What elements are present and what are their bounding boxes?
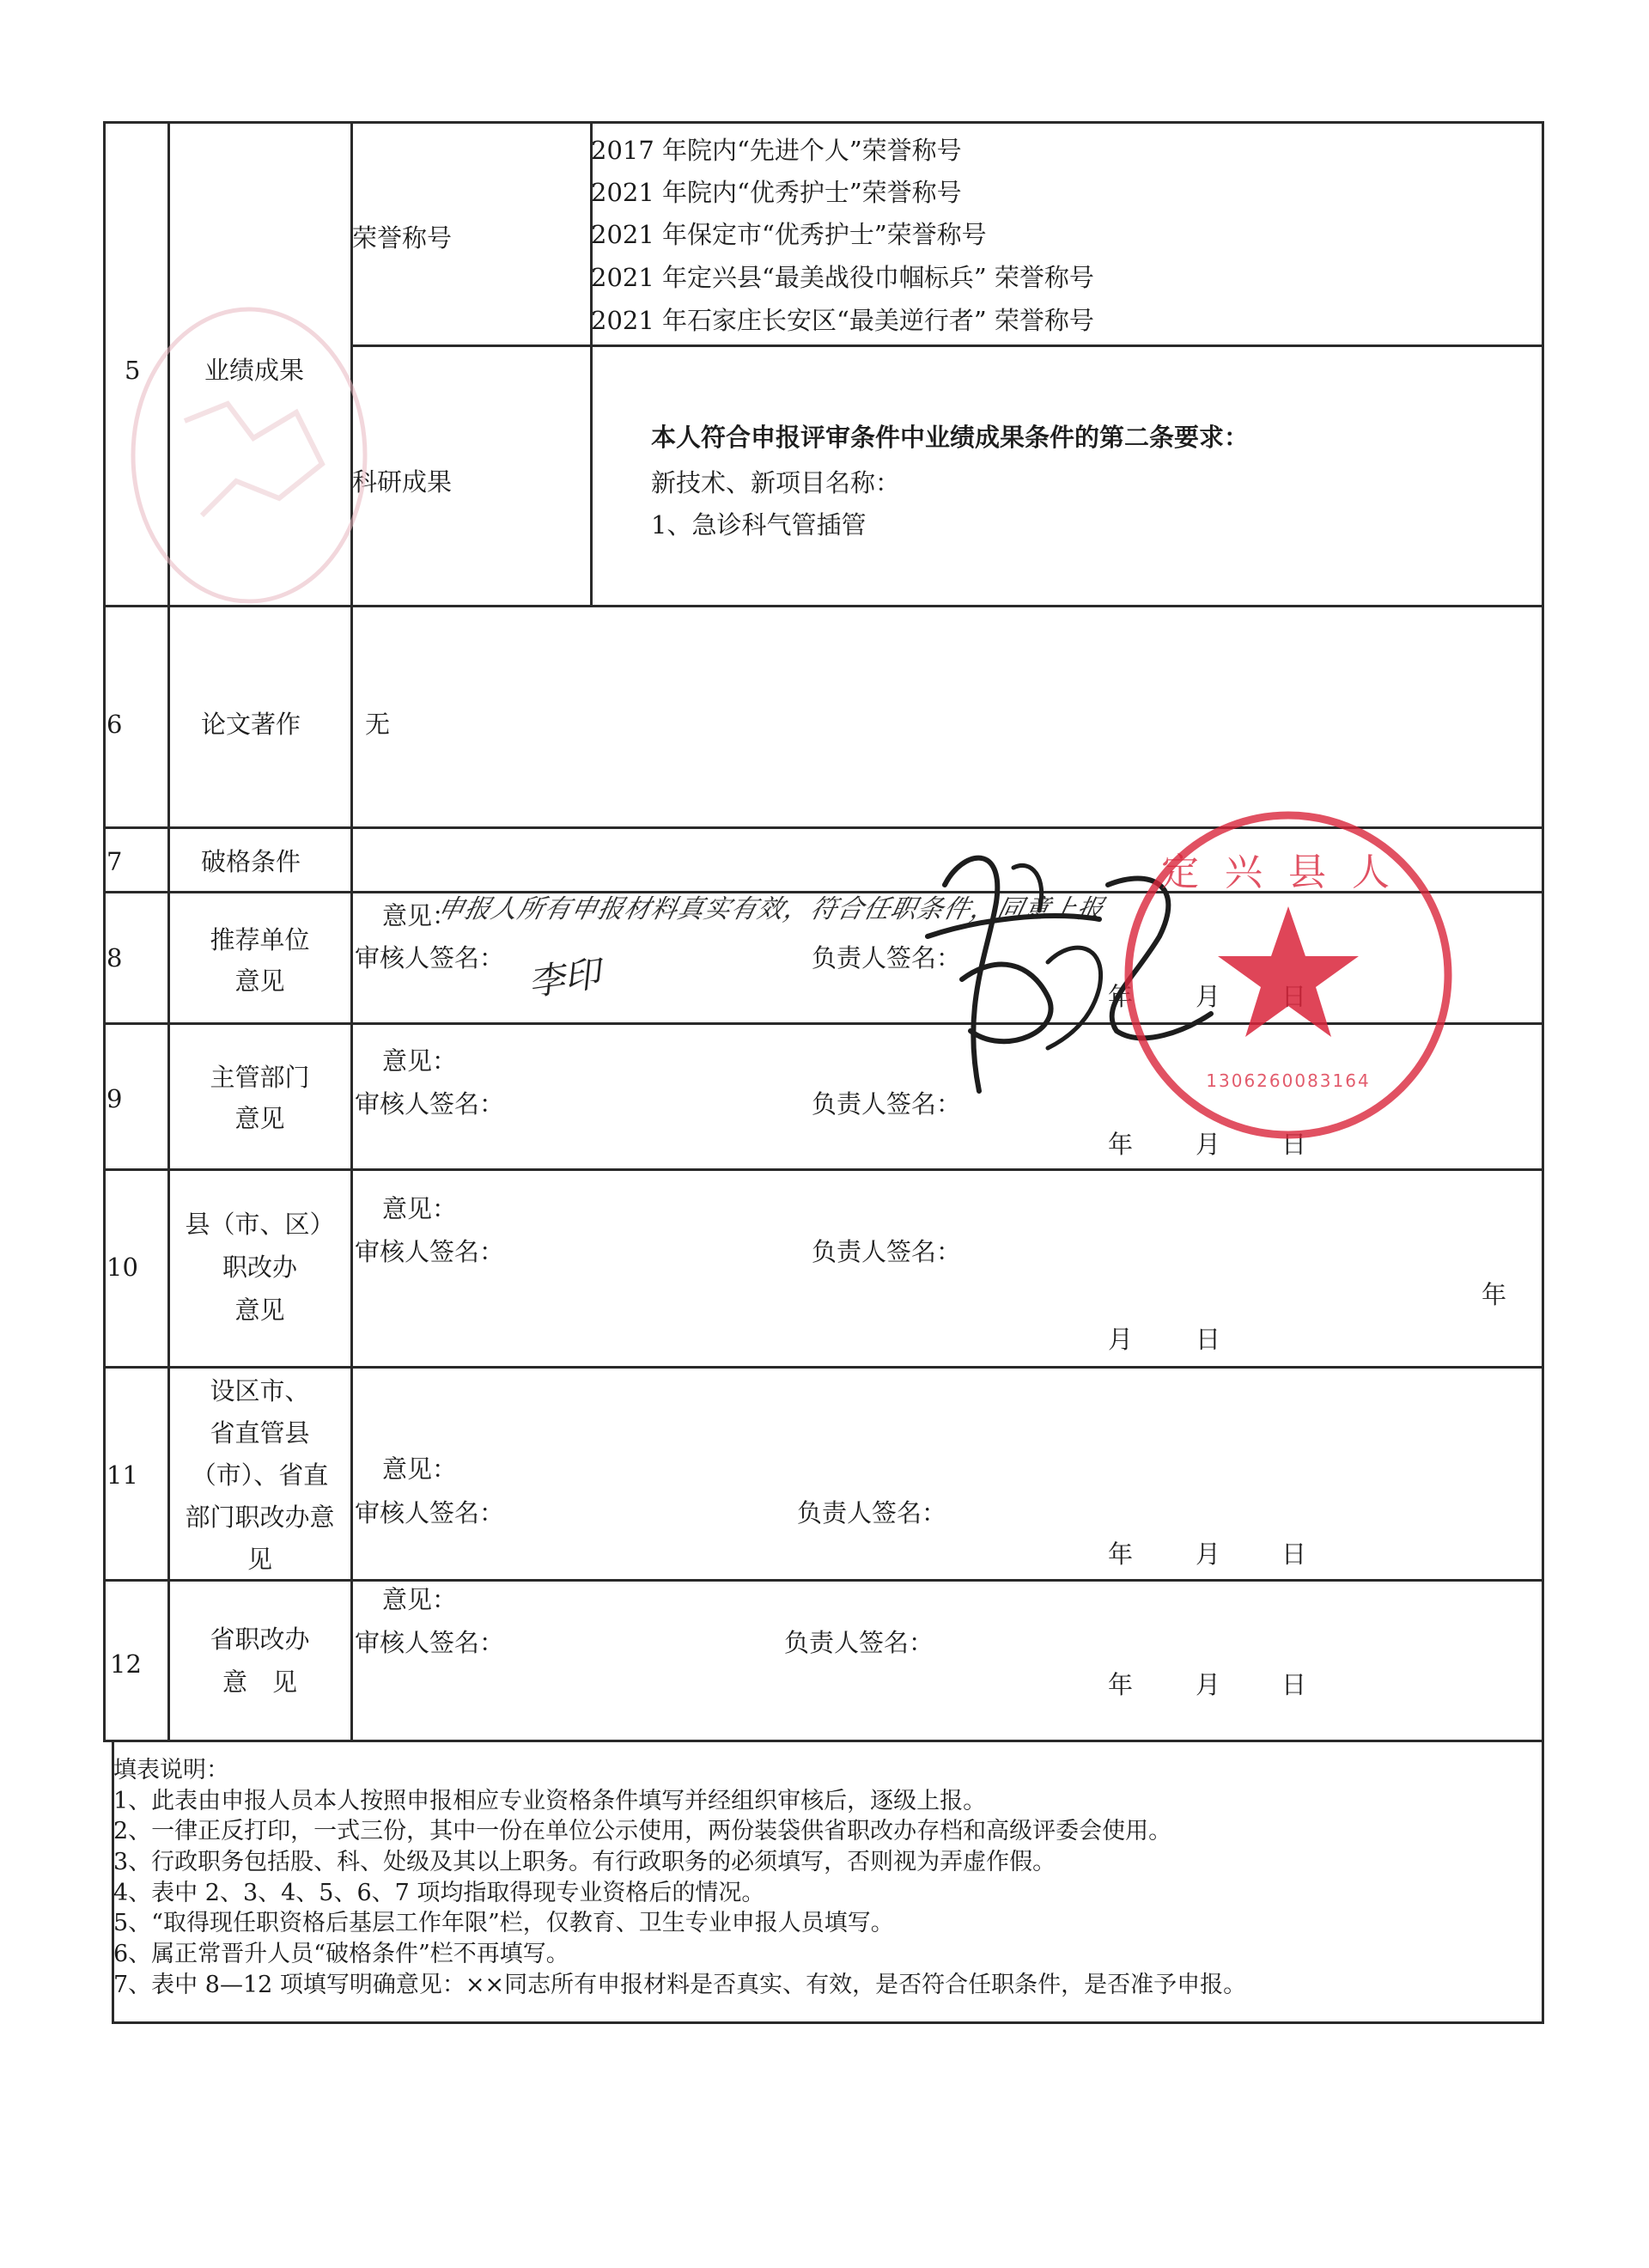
honor-item: 2021 年定兴县“最美战役巾帼标兵” 荣誉称号 <box>591 263 1094 292</box>
row-8-reviewer-label: 审核人签名： <box>355 943 505 972</box>
row-8-label-line: 意见 <box>234 966 285 996</box>
row-10-day: 日 <box>1196 1325 1221 1354</box>
row-6-number: 6 <box>106 710 123 739</box>
table-right-border <box>1542 121 1544 2024</box>
note-item: 7、表中 8—12 项填写明确意见：××同志所有申报材料是否真实、有效，是否符合任职条件，是否准予申报。 <box>113 1972 1247 1998</box>
row-11-number: 11 <box>106 1460 138 1490</box>
row-12-label <box>172 1618 348 1704</box>
row-10-reviewer-label: 审核人签名： <box>355 1237 505 1266</box>
row-8-number: 8 <box>106 943 123 972</box>
stamp-serial: 1306260083164 <box>1206 1070 1371 1091</box>
faded-seal-mark <box>125 301 374 610</box>
row-9-label <box>172 1057 348 1139</box>
row-9-year: 年 <box>1108 1130 1134 1159</box>
row-10-year: 年 <box>1482 1280 1507 1309</box>
row-6-value: 无 <box>365 710 391 739</box>
row-9-month: 月 <box>1196 1130 1221 1159</box>
row-12-number: 12 <box>110 1649 142 1679</box>
row-12-label-line: 意 见 <box>222 1667 297 1697</box>
note-item: 1、此表由申报人员本人按照申报相应专业资格条件填写并经组织审核后，逐级上报。 <box>113 1788 987 1814</box>
row-12-opinion-label: 意见： <box>382 1585 458 1614</box>
table-bottom-border <box>112 2021 1544 2024</box>
row-11-label <box>172 1370 348 1581</box>
row-8-leader-label: 负责人签名： <box>812 943 962 972</box>
row-12-leader-label: 负责人签名： <box>784 1628 934 1657</box>
row-9-leader-label: 负责人签名： <box>812 1089 962 1119</box>
row-6-label: 论文著作 <box>201 710 301 739</box>
row-11-year: 年 <box>1108 1539 1134 1569</box>
row-9-bottom-border <box>103 1168 1544 1171</box>
research-heading: 本人符合申报评审条件中业绩成果条件的第二条要求： <box>651 423 1250 452</box>
row-11-label-line: 设区市、 <box>210 1376 310 1405</box>
row-10-label <box>172 1203 348 1332</box>
row-8-handwritten-opinion: 申报人所有申报材料真实有效，符合任职条件，同意上报 <box>435 894 1107 924</box>
row-9-label-line: 意见 <box>234 1104 285 1133</box>
table-top-border <box>103 121 1544 124</box>
row-12-month: 月 <box>1196 1670 1221 1699</box>
row-10-number: 10 <box>106 1253 138 1282</box>
row-9-label-line: 主管部门 <box>210 1063 310 1092</box>
row-12-label-line: 省职改办 <box>210 1625 310 1654</box>
row-11-label-line: （市）、省直 <box>191 1460 329 1490</box>
row-5-number: 5 <box>125 356 141 385</box>
official-red-stamp <box>1117 803 1460 1147</box>
row-10-month: 月 <box>1108 1325 1134 1354</box>
row-12-year: 年 <box>1108 1670 1134 1699</box>
row-12-bottom-border <box>103 1740 1544 1742</box>
row-9-reviewer-label: 审核人签名： <box>355 1089 505 1119</box>
stamp-text: 定兴县人 <box>1161 850 1415 894</box>
row-8-opinion-label: 意见： <box>382 901 458 930</box>
row-9-day: 日 <box>1281 1130 1307 1159</box>
note-item: 5、“取得现任职资格后基层工作年限”栏，仅教育、卫生专业申报人员填写。 <box>113 1910 894 1936</box>
note-item: 4、表中 2、3、4、5、6、7 项均指取得现专业资格后的情况。 <box>113 1880 765 1906</box>
row-12-reviewer-label: 审核人签名： <box>355 1628 505 1657</box>
row-10-bottom-border <box>103 1366 1544 1369</box>
row-5-research-label: 科研成果 <box>352 467 453 497</box>
row-9-opinion-label: 意见： <box>382 1046 458 1076</box>
row-11-opinion-label: 意见： <box>382 1454 458 1484</box>
row-7-number: 7 <box>106 847 123 876</box>
row-11-leader-label: 负责人签名： <box>797 1498 947 1527</box>
row-10-label-line: 职改办 <box>222 1253 297 1282</box>
notes-title: 填表说明： <box>113 1757 229 1783</box>
row-10-opinion-label: 意见： <box>382 1194 458 1223</box>
note-item: 3、行政职务包括股、科、处级及其以上职务。有行政职务的必须填写，否则视为弄虚作假。 <box>113 1849 1056 1875</box>
row-9-number: 9 <box>106 1084 123 1113</box>
row-5-honors-label: 荣誉称号 <box>352 223 453 253</box>
honor-item: 2021 年保定市“优秀护士”荣誉称号 <box>591 220 987 249</box>
row-5-honor-divider <box>351 344 1544 347</box>
row-12-day: 日 <box>1281 1670 1307 1699</box>
stamp-star-icon <box>1218 906 1359 1037</box>
row-8-month: 月 <box>1196 982 1221 1011</box>
honor-item: 2021 年院内“优秀护士”荣誉称号 <box>591 178 962 207</box>
table-left-border <box>103 121 106 1742</box>
row-7-label: 破格条件 <box>201 847 301 876</box>
row-8-year: 年 <box>1108 982 1134 1011</box>
row-8-label-line: 推荐单位 <box>210 925 310 954</box>
row-10-label-line: 意见 <box>234 1296 285 1325</box>
row-10-label-line: 县（市、区） <box>185 1210 335 1239</box>
row-8-reviewer-signature: 李印 <box>525 952 603 1004</box>
row-11-reviewer-label: 审核人签名： <box>355 1498 505 1527</box>
research-project-item: 1、急诊科气管插管 <box>651 510 867 540</box>
row-11-label-line: 见 <box>246 1545 272 1574</box>
note-item: 2、一律正反打印，一式三份，其中一份在单位公示使用，两份装袋供省职改办存档和高级评委会使用。 <box>113 1818 1172 1844</box>
row-11-label-line: 部门职改办意 <box>185 1503 335 1532</box>
honor-item: 2021 年石家庄长安区“最美逆行者” 荣誉称号 <box>591 306 1094 335</box>
row-11-label-line: 省直管县 <box>210 1418 310 1448</box>
note-item: 6、属正常晋升人员“破格条件”栏不再填写。 <box>113 1941 569 1967</box>
honor-item: 2017 年院内“先进个人”荣誉称号 <box>591 136 962 165</box>
research-project-label: 新技术、新项目名称： <box>651 468 901 497</box>
row-11-month: 月 <box>1196 1539 1221 1569</box>
leader-signature <box>447 833 1220 1117</box>
row-10-leader-label: 负责人签名： <box>812 1237 962 1266</box>
row-8-label <box>172 919 348 1002</box>
row-5-category-label: 业绩成果 <box>204 356 305 385</box>
row-11-day: 日 <box>1281 1539 1307 1569</box>
